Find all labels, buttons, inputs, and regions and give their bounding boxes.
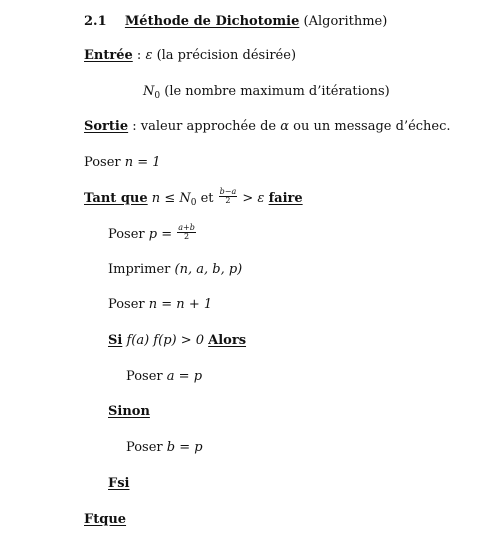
while-fraction-numerator: b−a [219,187,237,196]
while-fraction [219,188,238,205]
fsi-keyword: Fsi [108,476,130,491]
input-sep: : [136,48,142,63]
n0-description: (le nombre maximum d’itérations) [164,84,390,99]
output-label: Sortie [84,119,129,134]
poser-p-lhs: p = [148,227,173,242]
section-heading [84,14,387,30]
poser-n-line [108,297,212,313]
sinon-line [108,404,150,420]
n0-symbol: $N_0$ [143,84,161,101]
while-faire: faire [268,191,303,206]
output-text-after: ou un message d’échec. [293,119,451,134]
poser-n-word: Poser [108,297,145,312]
epsilon-description: (la précision désirée) [156,48,297,63]
section-number: 2.1 [84,14,107,29]
epsilon-symbol: ε [145,48,153,63]
alors-keyword: Alors [208,333,247,348]
si-keyword: Si [108,333,123,348]
poser-b-line [126,440,203,456]
while-gt-eps: > ε [242,191,265,206]
ftque-line [84,512,126,528]
init-word: Poser [84,155,121,170]
while-et: et [200,191,214,206]
section-subtitle: (Algorithme) [303,14,388,29]
poser-n-expr: n = n + 1 [148,297,213,312]
ftque-keyword: Ftque [84,512,127,527]
imprimer-line [108,262,242,278]
while-keyword: Tant que [84,191,148,206]
output-text-before: valeur approchée de [140,119,277,134]
poser-p-word: Poser [108,227,145,242]
p-fraction-numerator: a+b [178,223,195,232]
poser-a-expr: a = p [166,369,203,384]
while-n: n [151,191,161,206]
poser-a-word: Poser [126,369,163,384]
input-label: Entrée [84,48,133,63]
init-expr: n = 1 [124,155,161,170]
si-condition: f(a) f(p) > 0 [126,333,205,348]
poser-p-line [108,223,197,243]
n0-line [143,84,390,104]
fsi-line [108,476,130,492]
p-fraction [177,224,196,241]
imprimer-word: Imprimer [108,262,171,277]
input-line [84,48,296,64]
while-le: ≤ [164,191,176,206]
while-fraction-denominator: 2 [225,196,231,205]
p-fraction-denominator: 2 [184,232,190,241]
sinon-keyword: Sinon [108,404,150,419]
alpha-symbol: α [280,119,290,134]
poser-b-expr: b = p [166,440,203,455]
si-line [108,333,246,349]
imprimer-args: (n, a, b, p) [174,262,243,277]
output-sep: : [132,119,137,134]
poser-b-word: Poser [126,440,163,455]
section-title: Méthode de Dichotomie [124,14,300,29]
init-line [84,155,161,171]
poser-a-line [126,369,202,385]
while-n0: $N_0$ [179,191,197,208]
output-line [84,119,451,135]
while-line [84,187,303,211]
